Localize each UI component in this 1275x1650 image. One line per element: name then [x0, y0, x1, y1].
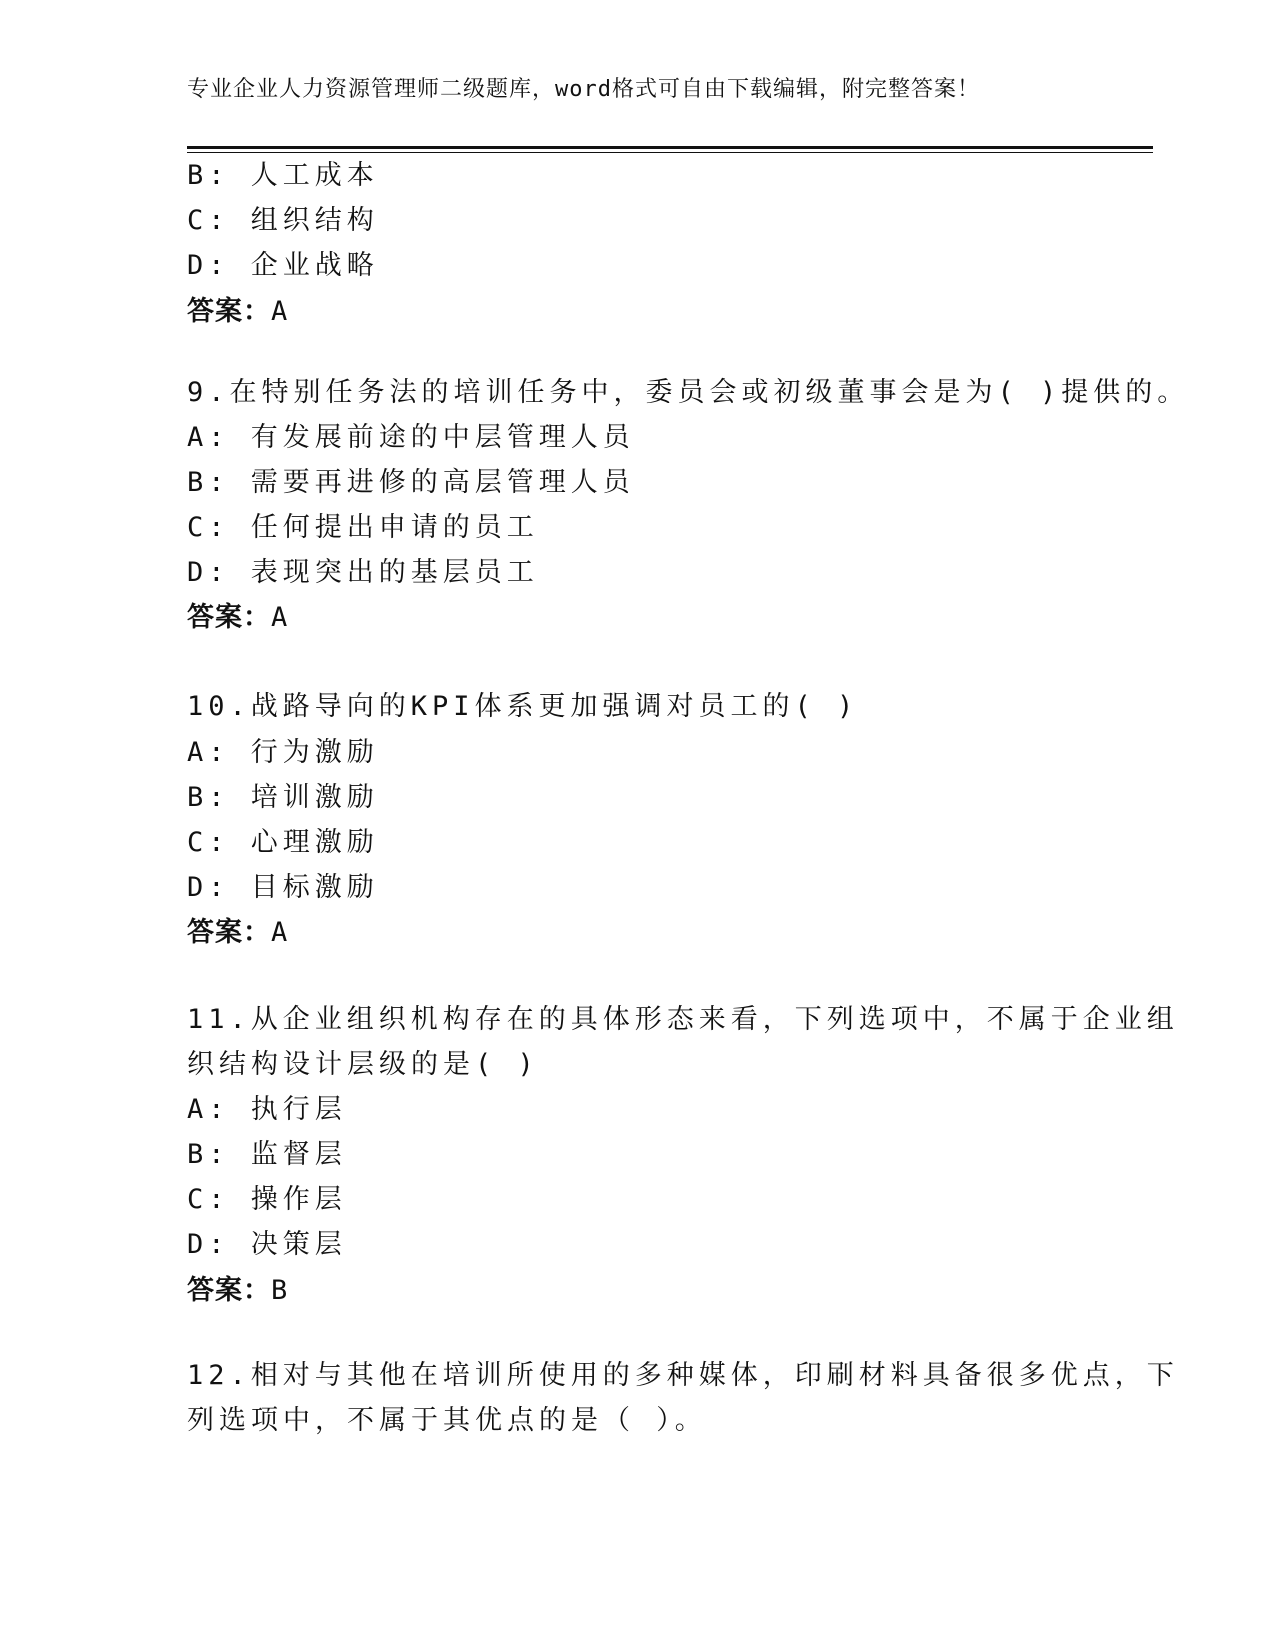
- question-text: 织结构设计层级的是( ): [187, 1049, 539, 1080]
- option-text: B: 培训激励: [187, 782, 379, 813]
- answer-line: [187, 917, 288, 949]
- option-text: B: 需要再进修的高层管理人员: [187, 467, 635, 498]
- question-text: 9.在特别任务法的培训任务中，委员会或初级董事会是为( )提供的。: [187, 377, 1190, 408]
- answer-label: 答案：: [187, 917, 271, 948]
- answer-value: B: [271, 1275, 289, 1306]
- answer-line: [187, 602, 288, 634]
- answer-line: [187, 296, 288, 328]
- option-text: B: 监督层: [187, 1139, 347, 1170]
- option-text: C: 心理激励: [187, 827, 379, 858]
- option-text: A: 执行层: [187, 1094, 347, 1125]
- answer-value: A: [271, 602, 289, 633]
- option-text: D: 决策层: [187, 1229, 347, 1260]
- question-text: 列选项中，不属于其优点的是（ ）。: [187, 1405, 707, 1436]
- answer-label: 答案：: [187, 296, 271, 327]
- option-text: A: 有发展前途的中层管理人员: [187, 422, 635, 453]
- header-rule-thick: [187, 146, 1153, 149]
- answer-line: [187, 1275, 288, 1307]
- header-rule-thin: [187, 152, 1153, 153]
- option-text: C: 组织结构: [187, 205, 379, 236]
- answer-value: A: [271, 917, 289, 948]
- answer-label: 答案：: [187, 1275, 271, 1306]
- option-text: B: 人工成本: [187, 160, 379, 191]
- option-text: C: 任何提出申请的员工: [187, 512, 539, 543]
- option-text: D: 表现突出的基层员工: [187, 557, 539, 588]
- answer-value: A: [271, 296, 289, 327]
- question-text: 10.战路导向的KPI体系更加强调对员工的( ): [187, 691, 859, 722]
- question-text: 11.从企业组织机构存在的具体形态来看，下列选项中，不属于企业组: [187, 1004, 1179, 1035]
- option-text: C: 操作层: [187, 1184, 347, 1215]
- answer-label: 答案：: [187, 602, 271, 633]
- page-header: 专业企业人力资源管理师二级题库，word格式可自由下载编辑，附完整答案！: [187, 77, 980, 102]
- option-text: D: 目标激励: [187, 872, 379, 903]
- option-text: D: 企业战略: [187, 250, 379, 281]
- question-text: 12.相对与其他在培训所使用的多种媒体，印刷材料具备很多优点，下: [187, 1360, 1179, 1391]
- option-text: A: 行为激励: [187, 737, 379, 768]
